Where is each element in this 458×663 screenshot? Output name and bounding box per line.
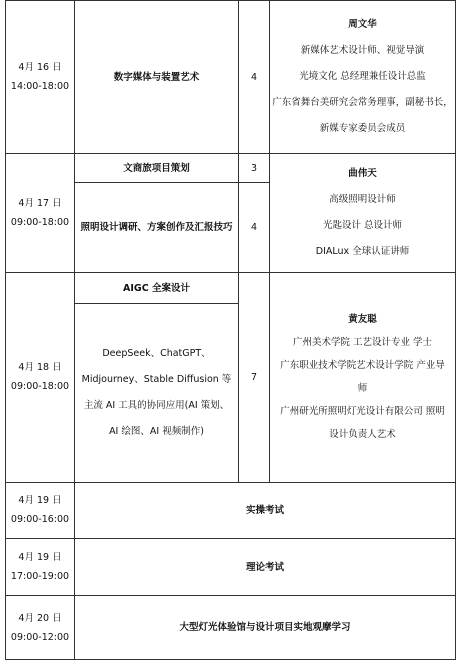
date-cell (6, 539, 75, 596)
time-label: 09:00-16:00 (10, 514, 70, 526)
time-label: 09:00-18:00 (10, 217, 70, 229)
teacher-line: 广东职业技术学院艺术设计学院 产业导 (280, 360, 445, 372)
time-label: 17:00-19:00 (10, 571, 70, 583)
date-cell (6, 482, 75, 538)
course-description-cell (75, 304, 239, 482)
date-cell (6, 596, 75, 660)
hours-cell: 7 (239, 273, 270, 483)
course-line: DeepSeek、ChatGPT、 (102, 347, 211, 359)
teacher-name: 周文华 (348, 19, 377, 31)
course-line: AI 绘图、AI 视频制作) (109, 425, 204, 437)
teacher-line: 高级照明设计师 (329, 194, 396, 206)
teacher-line: 广州研光所照明灯光设计有限公司 照明 (280, 406, 445, 418)
teacher-line: 新媒专家委员会成员 (319, 123, 406, 135)
course-cell: 照明设计调研、方案创作及汇报技巧 (75, 183, 239, 273)
date-label: 4月 19 日 (18, 552, 62, 564)
schedule-table-wrapper (5, 0, 455, 660)
time-label: 14:00-18:00 (10, 81, 70, 93)
teacher-cell (270, 273, 456, 483)
course-line: 主流 AI 工具的协同应用(AI 策划、 (83, 399, 230, 411)
table-row (6, 539, 456, 596)
time-label: 09:00-12:00 (10, 631, 70, 643)
teacher-line: 师 (357, 383, 368, 395)
teacher-name: 黄友聪 (348, 314, 377, 326)
table-row (6, 1, 456, 154)
table-row (6, 154, 456, 183)
course-line: Midjourney、Stable Diffusion 等 (81, 373, 232, 385)
date-cell (6, 273, 75, 483)
date-cell (6, 154, 75, 273)
teacher-line: 广东省舞台美研究会常务理事，副秘书长， (272, 97, 453, 109)
teacher-line: DIALux 全球认证讲师 (315, 246, 410, 258)
teacher-line: 广州美术学院 工艺设计专业 学士 (292, 337, 433, 349)
date-label: 4月 18 日 (18, 362, 62, 374)
table-row (6, 273, 456, 304)
teacher-line: 光匙设计 总设计师 (322, 220, 403, 232)
teacher-name: 曲伟天 (348, 168, 377, 180)
activity-cell: 理论考试 (75, 539, 456, 596)
hours-cell: 4 (239, 183, 270, 273)
hours-cell: 3 (239, 154, 270, 183)
time-label: 09:00-18:00 (10, 381, 70, 393)
date-label: 4月 17 日 (18, 198, 62, 210)
date-label: 4月 19 日 (18, 495, 62, 507)
date-label: 4月 16 日 (18, 62, 62, 74)
date-label: 4月 20 日 (18, 612, 62, 624)
activity-cell: 大型灯光体验馆与设计项目实地观摩学习 (75, 596, 456, 660)
teacher-line: 设计负责人艺术 (329, 429, 396, 441)
teacher-line: 新媒体艺术设计师、视觉导演 (300, 45, 425, 57)
course-title-cell: AIGC 全案设计 (75, 273, 239, 304)
course-cell: 文商旅项目策划 (75, 154, 239, 183)
date-cell (6, 1, 75, 154)
hours-cell: 4 (239, 1, 270, 154)
teacher-cell (270, 154, 456, 273)
teacher-line: 光境文化 总经理兼任设计总监 (299, 71, 426, 83)
activity-cell: 实操考试 (75, 482, 456, 538)
teacher-cell (270, 1, 456, 154)
course-cell: 数字媒体与装置艺术 (75, 1, 239, 154)
schedule-table (5, 0, 456, 660)
table-row (6, 482, 456, 538)
table-row (6, 596, 456, 660)
